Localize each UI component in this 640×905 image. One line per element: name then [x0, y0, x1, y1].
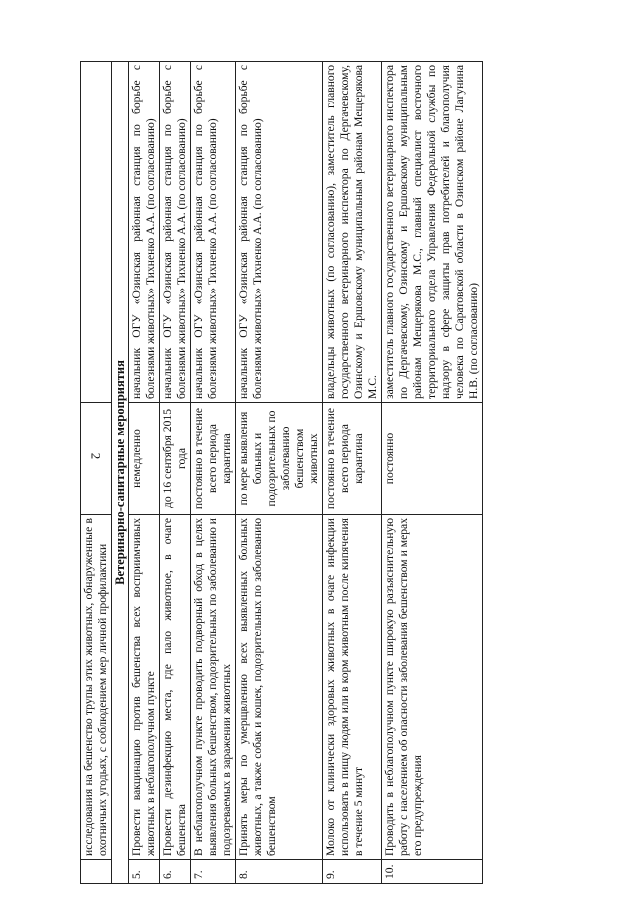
row-number: 5. — [129, 860, 160, 884]
row-number: 6. — [160, 860, 191, 884]
measure-term: постоянно — [382, 403, 483, 515]
measure-text: В неблагополучном пункте проводить подворный обход в целях выявления больных бешенством, подозрительных по заболеванию и подозреваемых в заражении животных — [191, 515, 236, 860]
measure-responsible: начальник ОГУ «Озинская районная станция по борьбе с болезнями животных» Тихненко А.А. (по согласованию) — [191, 62, 236, 403]
measure-term: до 16 сентября 2015 года — [160, 403, 191, 515]
measure-responsible: владельцы животных (по согласованию), заместитель главного государственного ветеринарного инспектора по Дергачевскому, Озинскому и Ершовскому муниципальным районам Мещерякова М.С. — [323, 62, 382, 403]
row-number: 7. — [191, 860, 236, 884]
measure-term: постоянно в течение всего периода карантина — [323, 403, 382, 515]
section-row — [112, 62, 129, 884]
measure-term: по мере выявления больных и подозрительных по заболеванию бешенством животных — [236, 403, 323, 515]
document-table-container — [80, 62, 596, 884]
measure-text: Принять меры по умерщвлению всех выявленных больных животных, а также собак и кошек, подозрительных по заболеванию бешенством — [236, 515, 323, 860]
row-number: 8. — [236, 860, 323, 884]
measure-text: Провести дезинфекцию места, где пало животное, в очаге бешенства — [160, 515, 191, 860]
table-row — [382, 62, 483, 884]
measure-text: исследования на бешенство трупы этих животных, обнаруженные в охотничьих угодьях, с соблюдением мер личной профилактики — [81, 515, 112, 860]
table-row — [236, 62, 323, 884]
measure-responsible: начальник ОГУ «Озинская районная станция по борьбе с болезнями животных» Тихненко А.А. (по согласованию) — [160, 62, 191, 403]
table-row — [129, 62, 160, 884]
measure-responsible: заместитель главного государственного ветеринарного инспектора по Дергачевскому, Озинскому и Ершовскому муниципальным районам Мещерякова М.С., главный специалист восточного территориального отдела Управления Федеральной службы по надзору в сфере защиты прав потребителей и благополучия человека по Саратовской области в Озинском районе Лагунина Н.В. (по согласованию) — [382, 62, 483, 403]
measure-term: немедленно — [129, 403, 160, 515]
measure-text: Проводить в неблагополучном пункте широкую разъяснительную работу с населением об опасности заболевания бешенством и мерах его предупреждения — [382, 515, 483, 860]
table-row — [81, 62, 112, 884]
measure-term — [81, 403, 112, 515]
measure-text: Провести вакцинацию против бешенства всех восприимчивых животных в неблагополучном пункте — [129, 515, 160, 860]
measures-table — [80, 61, 483, 884]
table-row — [191, 62, 236, 884]
row-number — [81, 860, 112, 884]
section-title: Ветеринарно-санитарные мероприятия — [112, 62, 129, 884]
measure-responsible: начальник ОГУ «Озинская районная станция по борьбе с болезнями животных» Тихненко А.А. (по согласованию) — [236, 62, 323, 403]
row-number: 10. — [382, 860, 483, 884]
measure-responsible — [81, 62, 112, 403]
row-number: 9. — [323, 860, 382, 884]
measure-responsible: начальник ОГУ «Озинская районная станция по борьбе с болезнями животных» Тихненко А.А. (по согласованию) — [129, 62, 160, 403]
measure-text: Молоко от клинически здоровых животных в очаге инфекции использовать в пищу людям или в корм животным после кипячения в течение 5 минут — [323, 515, 382, 860]
page-number: 2 — [88, 452, 104, 460]
measure-term: постоянно в течение всего периода карантина — [191, 403, 236, 515]
table-row — [323, 62, 382, 884]
table-row — [160, 62, 191, 884]
